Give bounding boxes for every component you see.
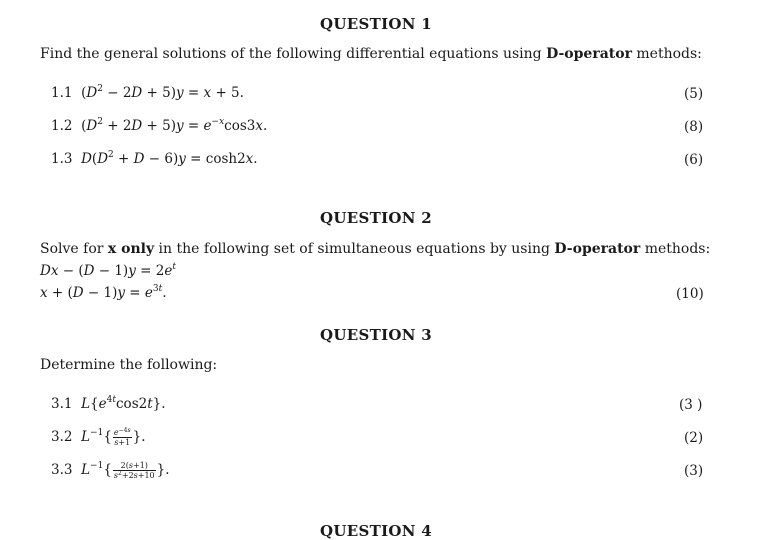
marks-1-3: (6) [684,152,704,168]
item-1-2 [51,118,267,134]
equation-2a: $Dx - (D - 1)y = 2e^t$ [40,262,176,279]
item-3-1 [51,396,166,412]
marks-1-2: (8) [684,119,704,135]
question-3-instructions: Determine the following: [40,357,218,373]
marks-3-2: (2) [684,430,704,446]
marks-3-3: (3) [684,463,704,479]
item-3-3 [51,461,170,480]
instruction-text: Solve for [40,241,108,257]
item-number: 1.3 [51,151,73,167]
item-number: 3.3 [51,462,73,478]
question-2-title: QUESTION 2 [320,209,433,227]
equation: $(D^2 + 2D + 5)y = e^{-x}\cos 3x$. [81,117,268,134]
instruction-text: methods: [640,241,711,257]
instruction-text: Find the general solutions of the following differential equations using [40,46,547,62]
item-1-3 [51,151,258,167]
instruction-text: in the following set of simultaneous equations by using [154,241,555,257]
question-4-title: QUESTION 4 [320,522,433,540]
question-1-instructions [40,46,702,62]
marks-2: (10) [676,286,704,302]
instruction-text: methods: [631,46,702,62]
equation: $L^{-1}${ $\frac{e^{-4s}}{s+1}$ }. [81,427,146,447]
item-number: 3.2 [51,429,73,445]
item-3-2 [51,428,146,447]
equation-2b: $x + (D - 1)y = e^{3t}$. [40,284,167,301]
marks-1-1: (5) [684,86,704,102]
question-1-title: QUESTION 1 [320,15,433,33]
item-number: 3.1 [51,396,73,412]
question-3-title: QUESTION 3 [320,326,433,344]
instruction-bold: x only [107,241,155,257]
equation: $(D^2 - 2D + 5)y = x + 5$. [81,84,244,101]
equation: $L^{-1}${ $\frac{2(s+1)}{s^2+2s+10}$ }. [81,461,170,480]
marks-3-1: (3 ) [679,397,703,413]
instruction-bold: D-operator [554,241,641,257]
item-1-1 [51,85,244,101]
instruction-bold: D-operator [546,46,632,62]
item-number: 1.1 [51,85,73,101]
item-number: 1.2 [51,118,73,134]
equation: $L\{e^{4t}\cos 2t\}$. [81,395,166,412]
equation: $D(D^2 + D - 6)y = \cosh 2x$. [81,150,258,167]
question-2-instructions [40,241,710,257]
